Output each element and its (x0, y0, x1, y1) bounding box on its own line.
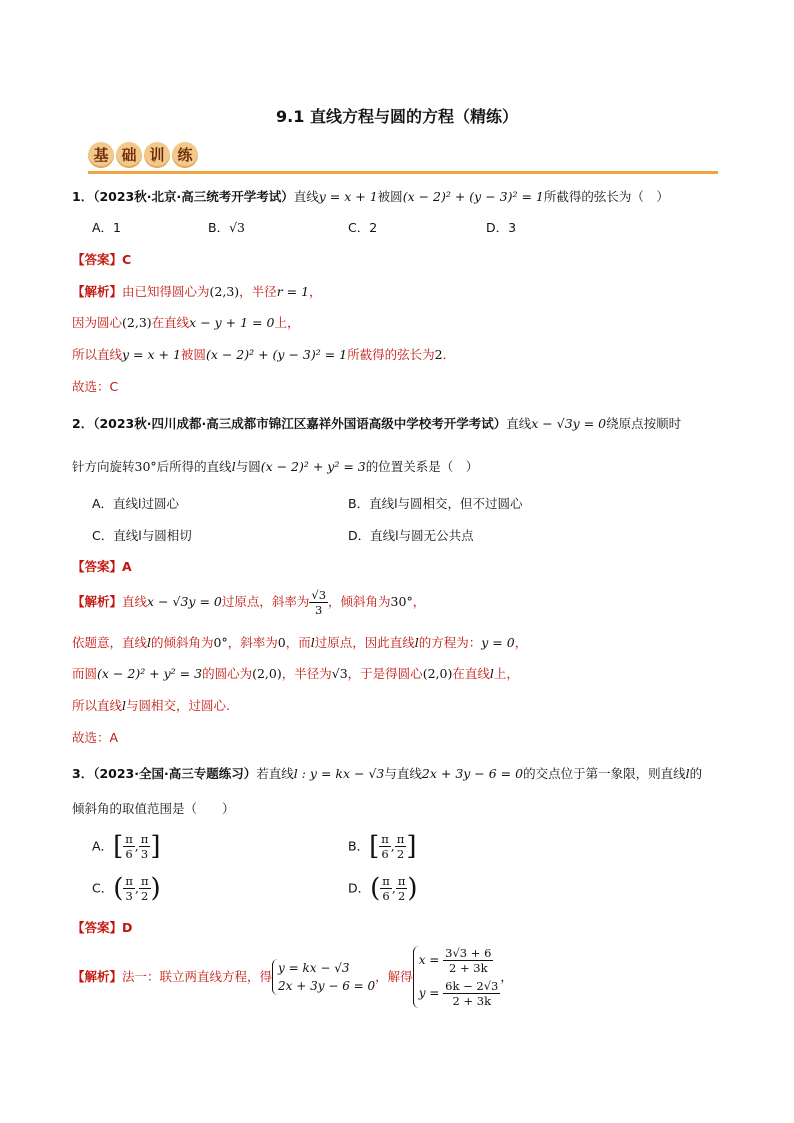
q1-explanation-line-2: 因为圆心(2,3)在直线x − y + 1 = 0上， (72, 315, 300, 330)
q1-option-a: A．1 (92, 220, 122, 235)
q2-explanation-line-1: 【解析】直线x − √3y = 0过原点，斜率为 $\frac{√3}{3}$ ，倾斜角为30°， (72, 588, 426, 617)
q3-option-a: A．[ $\frac{\pi}{6}$ , $\frac{\pi}{3}$ ] (92, 831, 161, 862)
q1-option-c: C．2 (348, 220, 378, 235)
q1-explanation-line-3: 所以直线y = x + 1被圆(x − 2)² + (y − 3)² = 1所截得的弦长为2． (72, 347, 456, 362)
q2-option-b: B．直线l与圆相交，但不过圆心 (348, 496, 523, 511)
q2-explanation-line-4: 所以直线l与圆相交，过圆心. (72, 698, 230, 713)
q3-option-b: B．[ $\frac{\pi}{6}$ , $\frac{\pi}{2}$ ] (348, 831, 417, 862)
q3-option-d: D．( $\frac{\pi}{6}$ , $\frac{\pi}{2}$ ) (348, 873, 418, 904)
q2-option-d: D．直线l与圆无公共点 (348, 528, 474, 543)
q3-explanation-line-1: 【解析】法一：联立两直线方程，得 y = kx − √3 2x + 3y − 6 = 0 ，解得 x = $\frac{3√3 + 6}{2 + 3k}$ y = $\frac{6k - 2√3}{2 + 3k}$ ， (72, 946, 513, 1008)
q3-option-c: C．( $\frac{\pi}{3}$ , $\frac{\pi}{2}$ ) (92, 873, 161, 904)
question-2-stem-line-1: 2．（2023秋·四川成都·高三成都市锦江区嘉祥外国语高级中学校考开学考试）直线x − √3y = 0绕原点按顺时 (72, 416, 682, 431)
slope-fraction: $\frac{√3}{3}$ (311, 588, 327, 617)
question-1-stem: 1．（2023秋·北京·高三统考开学考试）直线y = x + 1被圆(x − 2)² + (y − 3)² = 1所截得的弦长为（ ） (72, 189, 669, 204)
question-2-stem-line-2: 针方向旋转30°后所得的直线l与圆(x − 2)² + y² = 3的位置关系是（ ） (72, 459, 479, 474)
question-3-stem-line-1: 3．（2023·全国·高三专题练习）若直线l : y = kx − √3与直线2x + 3y − 6 = 0的交点位于第一象限，则直线l的 (72, 766, 703, 781)
q1-option-b: B．√3 (208, 220, 245, 235)
q1-choice: 故选：C (72, 379, 119, 394)
section-divider (88, 171, 718, 174)
q2-choice: 故选：A (72, 730, 119, 745)
banner-char: 基 (88, 142, 114, 168)
q2-answer: 【答案】A (72, 559, 132, 574)
q1-explanation-line-1: 【解析】由已知得圆心为(2,3)，半径r = 1， (72, 284, 322, 299)
banner-char: 础 (116, 142, 142, 168)
banner-char: 训 (144, 142, 170, 168)
q2-option-a: A．直线l过圆心 (92, 496, 180, 511)
page-title: 9.1 直线方程与圆的方程（精练） (276, 107, 518, 126)
equation-system: y = kx − √3 2x + 3y − 6 = 0 (272, 959, 375, 995)
section-banner (88, 142, 200, 172)
question-3-stem-line-2: 倾斜角的取值范围是（ ） (72, 801, 235, 816)
q1-option-d: D．3 (486, 220, 517, 235)
q2-explanation-line-2: 依题意，直线l的倾斜角为0°，斜率为0，而l过原点，因此直线l的方程为：y = 0， (72, 635, 528, 650)
banner-char: 练 (172, 142, 198, 168)
q2-explanation-line-3: 而圆(x − 2)² + y² = 3的圆心为(2,0)，半径为√3，于是得圆心(2,0)在直线l上， (72, 666, 519, 681)
q3-answer: 【答案】D (72, 920, 133, 935)
q2-option-c: C．直线l与圆相切 (92, 528, 192, 543)
q1-answer: 【答案】C (72, 252, 132, 267)
solution-system: x = $\frac{3√3 + 6}{2 + 3k}$ y = $\frac{6k - 2√3}{2 + 3k}$ (413, 946, 501, 1008)
